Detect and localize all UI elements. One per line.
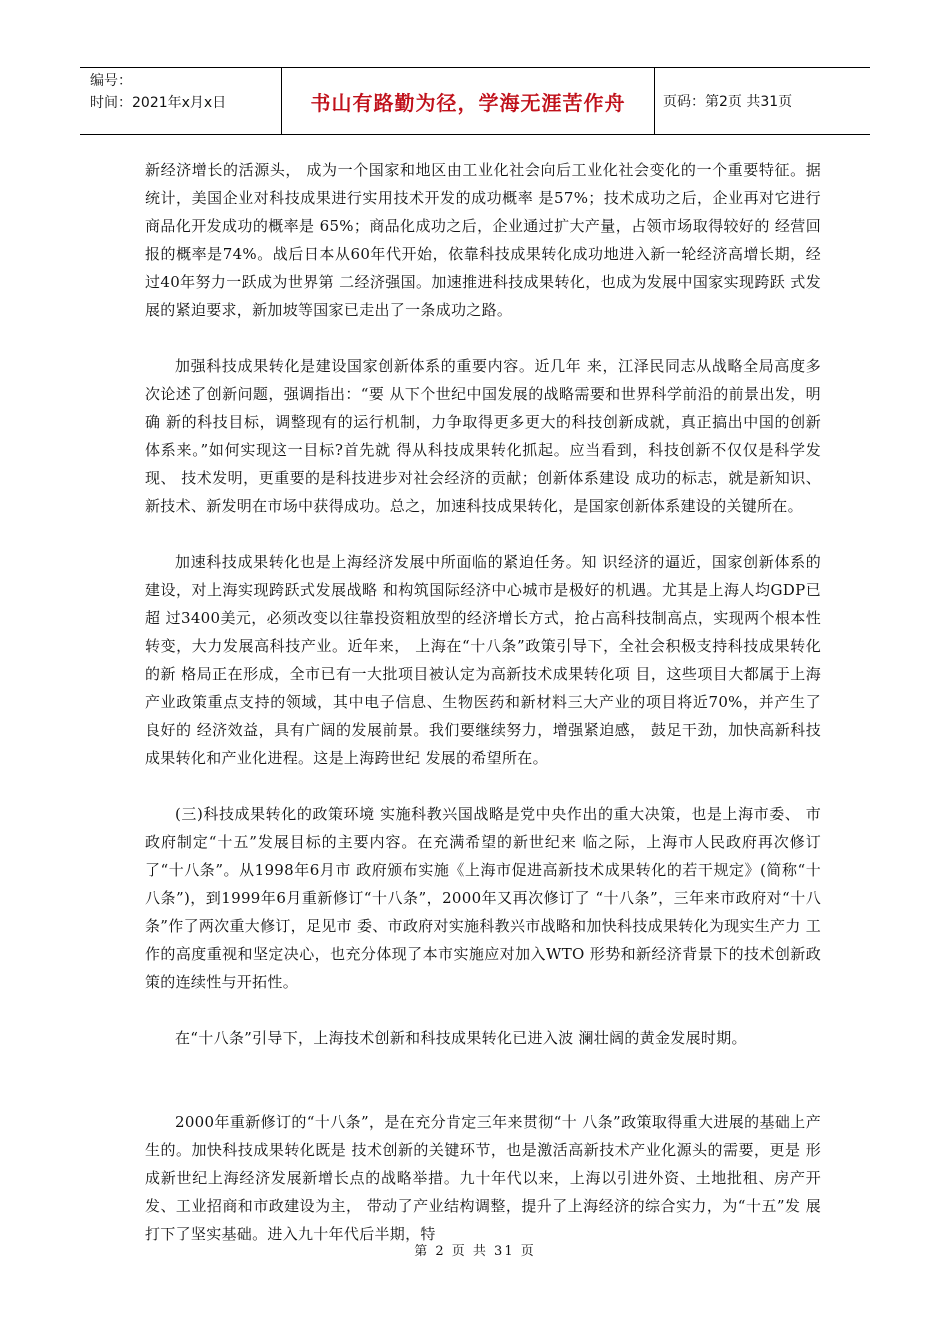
body-paragraph: 新经济增长的活源头， 成为一个国家和地区由工业化社会向后工业化社会变化的一个重要特征。据统计，美国企业对科技成果进行实用技术开发的成功概率 是57%；技术成功之后，企业再对它进行商品化开发成功的概率是 65%；商品化成功之后，企业通过扩大产量，占领市场取得较好的 经营回报的概率是74%。战后日本从60年代开始，依靠科技成果转化成功地进入新一轮经济高增长期，经过40年努力一跃成为世界第 二经济强国。加速推进科技成果转化，也成为发展中国家实现跨跃 式发展的紧迫要求，新加坡等国家已走出了一条成功之路。 (145, 161, 821, 319)
document-code-label: 编号： (90, 73, 132, 89)
body-paragraph: 加强科技成果转化是建设国家创新体系的重要内容。近几年 来，江泽民同志从战略全局高度多次论述了创新问题，强调指出：“要 从下个世纪中国发展的战略需要和世界科学前沿的前景出发，明确 新的科技目标，调整现有的运行机制，力争取得更多更大的科技创新成就，真正搞出中国的创新体系来。”如何实现这一目标?首先就 得从科技成果转化抓起。应当看到，科技创新不仅仅是科学发现、 技术发明，更重要的是科技进步对社会经济的贡献；创新体系建设 成功的标志，就是新知识、新技术、新发明在市场中获得成功。总之，加速科技成果转化，是国家创新体系建设的关键所在。 (145, 357, 821, 515)
page-header (80, 67, 870, 135)
header-motto-cell (282, 68, 655, 134)
document-body (145, 156, 821, 1248)
header-page-number: 页码：第2页 共31页 (663, 94, 793, 110)
header-page-cell (655, 68, 870, 134)
header-meta (80, 68, 282, 134)
header-motto: 书山有路勤为径，学海无涯苦作舟 (310, 90, 626, 115)
page-footer: 第 2 页 共 31 页 (414, 1244, 536, 1259)
document-time-label: 时间：2021年x月x日 (90, 95, 227, 111)
body-paragraph: 加速科技成果转化也是上海经济发展中所面临的紧迫任务。知 识经济的逼近，国家创新体系的建设，对上海实现跨跃式发展战略 和构筑国际经济中心城市是极好的机遇。尤其是上海人均GDP已超 过3400美元，必须改变以往靠投资粗放型的经济增长方式，抢占高科技制高点，实现两个根本性转变，大力发展高科技产业。近年来， 上海在“十八条”政策引导下，全社会积极支持科技成果转化的新 格局正在形成，全市已有一大批项目被认定为高新技术成果转化项 目，这些项目大都属于上海产业政策重点支持的领域，其中电子信息、生物医药和新材料三大产业的项目将近70%，并产生了良好的 经济效益，具有广阔的发展前景。我们要继续努力，增强紧迫感， 鼓足干劲，加快高新科技成果转化和产业化进程。这是上海跨世纪 发展的希望所在。 (145, 553, 821, 767)
body-paragraph: 在“十八条”引导下，上海技术创新和科技成果转化已进入波 澜壮阔的黄金发展时期。 (175, 1029, 747, 1047)
section-paragraph: (三)科技成果转化的政策环境 实施科教兴国战略是党中央作出的重大决策，也是上海市委、 市政府制定“十五”发展目标的主要内容。在充满希望的新世纪来 临之际，上海市人民政府再次修订了“十八条”。从1998年6月市 政府颁布实施《上海市促进高新技术成果转化的若干规定》(简称“十 八条”)，到1999年6月重新修订“十八条”，2000年又再次修订了 “十八条”，三年来市政府对“十八条”作了两次重大修订，足见市 委、市政府对实施科教兴市战略和加快科技成果转化为现实生产力 工作的高度重视和坚定决心，也充分体现了本市实施应对加入WTO 形势和新经济背景下的技术创新政策的连续性与开拓性。 (145, 805, 822, 991)
body-paragraph: 2000年重新修订的“十八条”，是在充分肯定三年来贯彻“十 八条”政策取得重大进展的基础上产生的。加快科技成果转化既是 技术创新的关键环节，也是激活高新技术产业化源头的需要，更是 形成新世纪上海经济发展新增长点的战略举措。九十年代以来，上海以引进外资、土地批租、房产开发、工业招商和市政建设为主， 带动了产业结构调整，提升了上海经济的综合实力，为“十五”发 展打下了坚实基础。进入九十年代后半期，特 (145, 1113, 821, 1243)
